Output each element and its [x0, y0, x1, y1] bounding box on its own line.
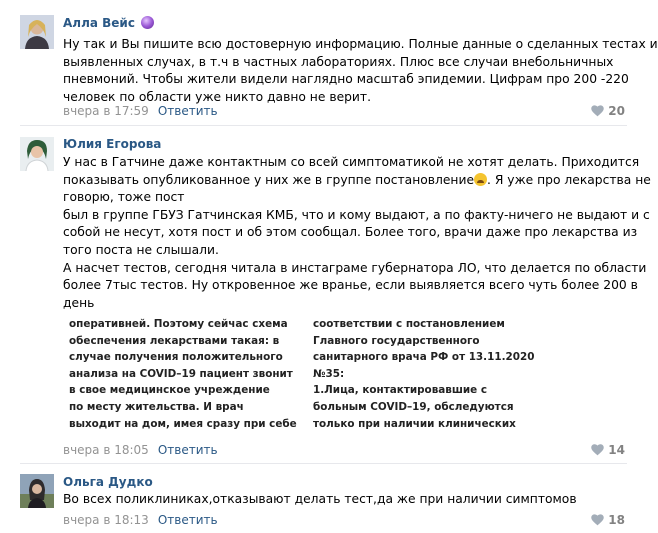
text-line: говорю, тоже пост [63, 190, 185, 205]
document-left-column [69, 316, 297, 432]
like-button[interactable] [591, 443, 625, 457]
comment [0, 464, 647, 533]
text-line: пневмоний. Чтобы жители видели наглядно масштаб эпидемии. Цифрам про 200 -220 [63, 72, 629, 87]
reply-button[interactable]: Ответить [157, 513, 218, 527]
comment-time[interactable]: вчера в 18:13 [63, 513, 149, 527]
document-line: №35: [313, 367, 345, 380]
heart-icon [591, 514, 604, 526]
avatar[interactable] [20, 137, 54, 171]
comment-meta [63, 104, 218, 118]
comment-meta [63, 443, 218, 457]
text-line: собой не несут, хотя пост и об этом сообщал. Более того, врачи даже про лекарства из [63, 225, 638, 240]
comment-author[interactable] [63, 16, 154, 30]
like-button[interactable] [591, 513, 625, 527]
comment-text [63, 154, 651, 312]
like-button[interactable] [591, 104, 625, 118]
text-line: А насчет тестов, сегодня читала в инстаграме губернатора ЛО, что делается по области [63, 260, 647, 275]
like-count: 20 [608, 104, 625, 118]
comment-text [63, 36, 658, 106]
document-line: обеспечения лекарствами такая: в [69, 334, 280, 347]
document-line: в свое медицинское учреждение [69, 384, 270, 397]
document-line: Главного государственного [313, 334, 480, 347]
comment-author[interactable] [63, 137, 161, 151]
text-line: более 7тыс тестов. Ну откровенное же вранье, если выявляется всего чуть более 200 в [63, 278, 638, 293]
reply-button[interactable]: Ответить [157, 443, 218, 457]
comment-time[interactable]: вчера в 17:59 [63, 104, 149, 118]
text-line: того поста не слышали. [63, 242, 219, 257]
text-line: Во всех поликлиниках,отказывают делать тест,да же при наличии симптомов [63, 492, 577, 506]
attached-image[interactable] [63, 316, 535, 434]
heart-icon [591, 444, 604, 456]
author-name[interactable]: Ольга Дудко [63, 475, 153, 489]
comment-meta [63, 513, 218, 527]
author-name[interactable]: Юлия Егорова [63, 137, 162, 151]
text-line: Ну так и Вы пишите всю достоверную информацию. Полные данные о сделанных тестах и [63, 37, 658, 51]
document-line: только при наличии клинических [313, 417, 516, 430]
comment-time[interactable]: вчера в 18:05 [63, 443, 149, 457]
comment-text [63, 491, 623, 509]
text-line: У нас в Гатчине даже контактным со всей симптоматикой не хотят делать. Приходится [63, 155, 640, 169]
like-count: 14 [608, 443, 625, 457]
avatar[interactable] [20, 15, 54, 49]
text-line [63, 172, 651, 190]
text-line: человек по области уже никто давно не верит. [63, 89, 371, 104]
like-count: 18 [608, 513, 625, 527]
comment-author[interactable] [63, 475, 153, 489]
document-line: оперативней. Поэтому сейчас схема [69, 318, 288, 330]
text-line: день [63, 295, 95, 310]
comment [0, 126, 651, 457]
text-fragment: показывать опубликованное у них же в группе постановление [63, 172, 475, 187]
crying-face-emoji [474, 173, 487, 186]
document-line: анализа на COVID–19 пациент звонит [69, 367, 293, 380]
document-line: выходит на дом, имея сразу при себе [69, 417, 297, 430]
document-right-column [313, 316, 534, 432]
document-line: санитарного врача РФ от 13.11.2020 [313, 351, 535, 364]
document-line: случае получения положительного [69, 351, 283, 364]
reply-button[interactable]: Ответить [157, 104, 218, 118]
document-line: 1.Лица, контактировавшие с [313, 384, 488, 397]
text-fragment: . Я уже про лекарства не [487, 172, 651, 187]
gem-badge-icon [141, 16, 154, 29]
author-name[interactable]: Алла Вейс [63, 16, 135, 30]
document-line: больным COVID–19, обследуются [313, 400, 514, 413]
heart-icon [591, 105, 604, 117]
comment [0, 0, 658, 125]
document-line: по месту жительства. И врач [69, 400, 244, 413]
text-line: был в группе ГБУЗ Гатчинская КМБ, что и кому выдают, а по факту-ничего не выдают и с [63, 207, 650, 222]
avatar[interactable] [20, 474, 54, 508]
document-line: соответствии с постановлением [313, 318, 505, 330]
text-line: выявленных случах, в т.ч в частных лабораториях. Плюс все случаи внебольничных [63, 54, 614, 69]
